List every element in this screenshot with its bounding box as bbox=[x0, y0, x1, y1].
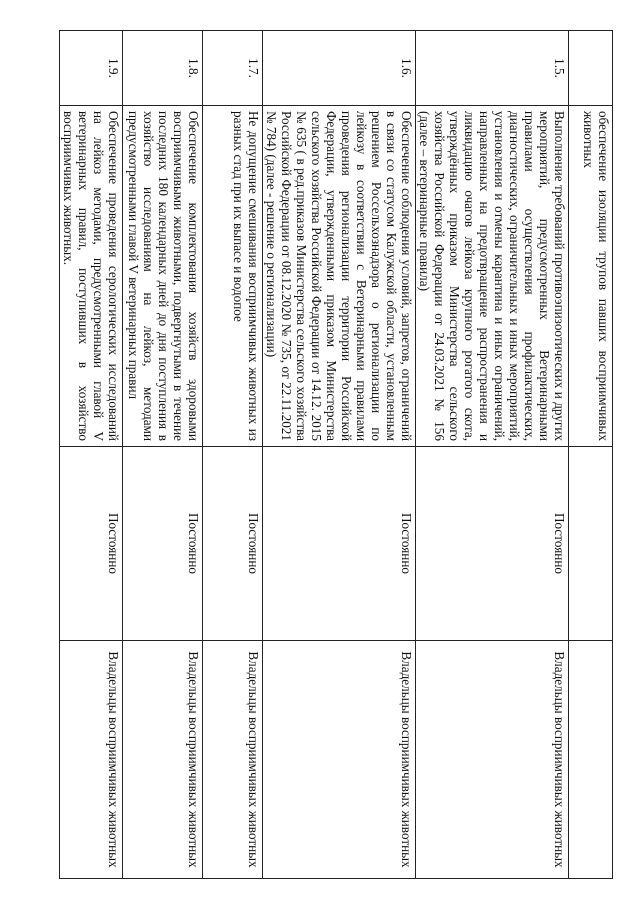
measure-description: Обеспечение проведения серологических исследований на лейкоз методами, предусмотренными главой V ветеринарных правил, поступивших в хозяйство восприимчивых животных. bbox=[60, 106, 123, 447]
measure-description: Обеспечение комплектования хозяйств здоровыми восприимчивыми животными, подвергнутыми в течение последних 180 календарных дней до дня поступления в хозяйство исследованиям на лейкоз, методами предусмотренными главой V ветеринарных правил bbox=[123, 106, 203, 447]
measure-description: Не допущение смешивания восприимчивых животных из разных стад при их выпасе и водопое bbox=[203, 106, 263, 447]
measure-term: Постоянно bbox=[123, 447, 203, 641]
row-number: 1.7. bbox=[203, 31, 263, 106]
measure-term: Постоянно bbox=[60, 447, 123, 641]
table-row bbox=[203, 31, 263, 879]
measure-responsible: Владельцы восприимчивых животных bbox=[263, 641, 416, 879]
measure-responsible: Владельцы восприимчивых животных bbox=[203, 641, 263, 879]
measure-responsible: Владельцы восприимчивых животных bbox=[123, 641, 203, 879]
table-row bbox=[60, 31, 123, 879]
measure-responsible: Владельцы восприимчивых животных bbox=[416, 641, 569, 879]
measure-term: Постоянно bbox=[416, 447, 569, 641]
row-number bbox=[569, 31, 613, 106]
measure-description: обеспечение изоляции трупов павших восприимчивых животных bbox=[569, 106, 613, 447]
table-row bbox=[263, 31, 416, 879]
row-number: 1.6. bbox=[263, 31, 416, 106]
table-row bbox=[123, 31, 203, 879]
measure-term bbox=[569, 447, 613, 641]
measure-responsible: Владельцы восприимчивых животных bbox=[60, 641, 123, 879]
measure-term: Постоянно bbox=[263, 447, 416, 641]
measure-responsible bbox=[569, 641, 613, 879]
table-row bbox=[569, 31, 613, 879]
measure-description: Обеспечение соблюдения условий, запретов, ограничений в связи со статусом Калужской области, установленным решением Россельхознадзора о регионализации по лейкозу в соответствии с Ветеринарными правилами проведения регионализации территории Российской Федерации, утвержденными приказом Министерства сельского хозяйства Российской Федерации от 14.12. 2015 № 635 ( в ред.приказов Министерства сельского хозяйства Российской Федерации от 08.12.2020 № 735, от 22.11.2021 № 784) (далее - решение о регионализации) bbox=[263, 106, 416, 447]
row-number: 1.5. bbox=[416, 31, 569, 106]
measure-term: Постоянно bbox=[203, 447, 263, 641]
measure-description: Выполнение требований противоэпизоотических и других мероприятий, предусмотренных Ветеринарными правилами осуществления профилактических, диагностических, ограничительных и иных мероприятий, установления и отмены карантина и иных ограничений, направленных на предотвращение распространения и ликвидацию очагов лейкоза крупного рогатого скота, утверждённых приказом Министерства сельского хозяйства Российской Федерации от 24.03.2021 № 156 (далее – ветеринарные правила) bbox=[416, 106, 569, 447]
row-number: 1.9. bbox=[60, 31, 123, 106]
measures-table bbox=[59, 30, 613, 879]
row-number: 1.8. bbox=[123, 31, 203, 106]
table-row bbox=[416, 31, 569, 879]
